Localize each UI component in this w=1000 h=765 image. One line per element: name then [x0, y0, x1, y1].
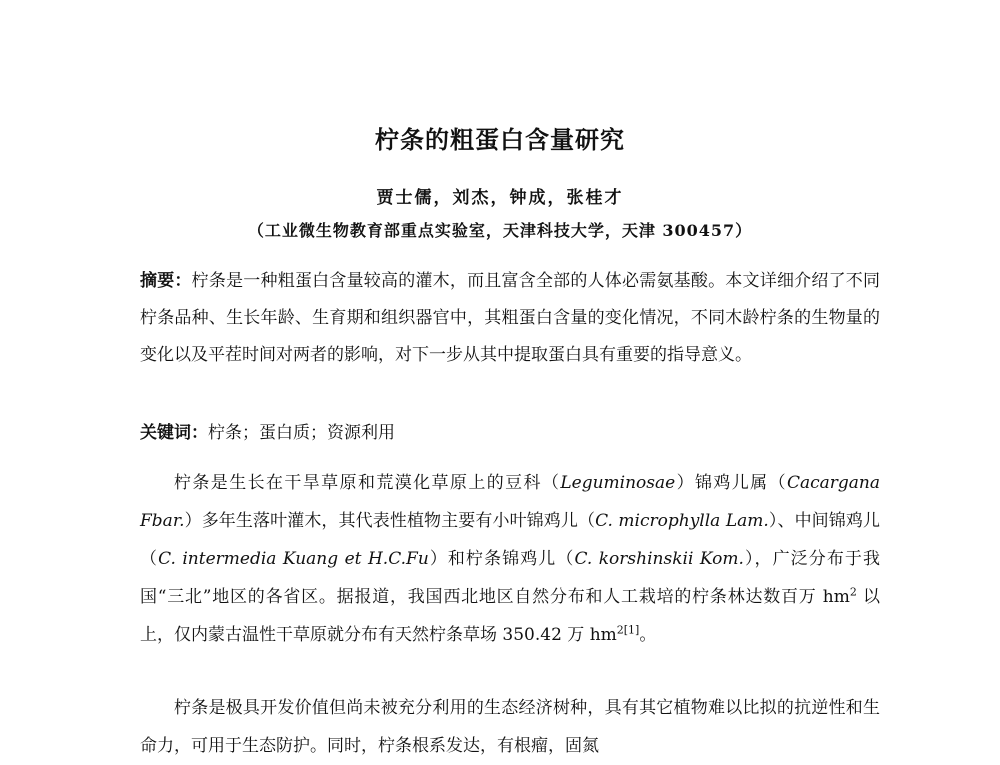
latin-family-name: Leguminosae [560, 473, 676, 493]
keywords-label: 关键词： [140, 423, 208, 443]
author-list: 贾士儒，刘杰，钟成，张桂才 [376, 188, 624, 208]
latin-species-3: C. korshinskii Kom. [574, 549, 744, 569]
p1-text-4: ）、中间锦鸡儿（ [140, 511, 880, 569]
body-paragraph-1 [140, 464, 880, 654]
superscript-citation: 2[1] [616, 623, 640, 637]
abstract-label: 摘要： [140, 271, 192, 291]
superscript-1: 2 [849, 585, 857, 599]
affiliation: （工业微生物教育部重点实验室，天津科技大学，天津 300457） [247, 221, 753, 240]
latin-genus-name: Cacargana Fbar. [140, 473, 880, 531]
p1-text-7: 以上，仅内蒙古温性干草原就分布有天然柠条草场 350.42 万 hm [140, 587, 881, 645]
keywords-section [140, 415, 880, 452]
p1-text-2: ）锦鸡儿属（ [675, 473, 787, 493]
latin-species-2: C. intermedia Kuang et H.C.Fu [158, 549, 429, 569]
abstract-text: 柠条是一种粗蛋白含量较高的灌木，而且富含全部的人体必需氨基酸。本文详细介绍了不同柠条品种、生长年龄、生育期和组织器官中，其粗蛋白含量的变化情况，不同木龄柠条的生物量的变化以及平茬时间对两者的影响，对下一步从其中提取蛋白具有重要的指导意义。 [140, 271, 881, 365]
abstract-section [140, 263, 880, 374]
latin-species-1: C. microphylla Lam. [595, 511, 769, 531]
keywords-text: 柠条；蛋白质；资源利用 [208, 423, 395, 443]
p1-text-6: ），广泛分布于我国“三北”地区的各省区。据报道，我国西北地区自然分布和人工栽培的柠条林达数百万 hm [140, 549, 880, 607]
p1-text-3: ）多年生落叶灌木，其代表性植物主要有小叶锦鸡儿（ [184, 511, 596, 531]
p1-text-1: 柠条是生长在干旱草原和荒漠化草原上的豆科（ [174, 473, 561, 493]
body-paragraph-2: 柠条是极具开发价值但尚未被充分利用的生态经济树种，具有其它植物难以比拟的抗逆性和生命力，可用于生态防护。同时，柠条根系发达，有根瘤，固氮 [140, 698, 880, 756]
p1-text-8: 。 [639, 625, 657, 645]
paper-title: 柠条的粗蛋白含量研究 [375, 126, 625, 154]
p1-text-5: ）和柠条锦鸡儿（ [428, 549, 575, 569]
